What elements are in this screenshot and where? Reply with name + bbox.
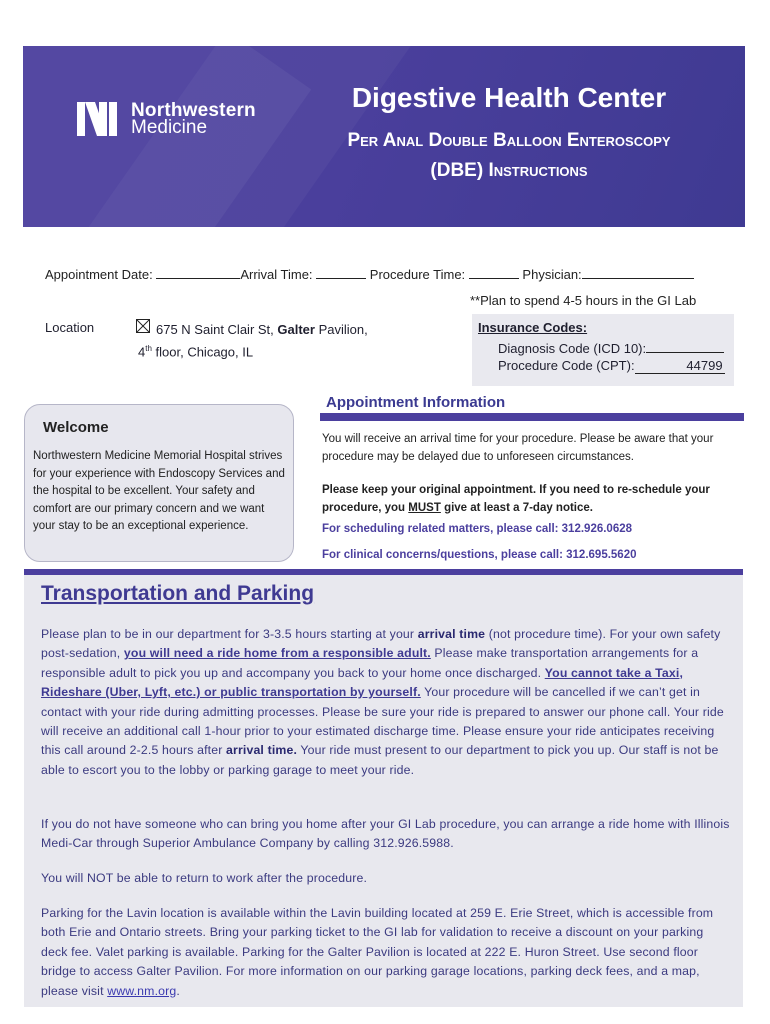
procedure-code-row bbox=[498, 358, 725, 374]
reschedule-notice bbox=[322, 481, 742, 517]
text: (not procedure time). For your own safety post-sedation, bbox=[41, 627, 721, 661]
text: Please plan to be in our department for 3-3.5 hours starting at your bbox=[41, 627, 418, 641]
page-subtitle bbox=[309, 126, 709, 186]
procedure-code-label: Procedure Code (CPT): bbox=[498, 358, 635, 373]
reschedule-text: give at least a 7-day notice. bbox=[440, 502, 593, 514]
appointment-fields-row bbox=[45, 266, 694, 282]
return-to-work-note: You will NOT be able to return to work after the procedure. bbox=[41, 871, 368, 885]
logo-line2: Medicine bbox=[131, 117, 208, 138]
parking-paragraph bbox=[41, 904, 731, 1001]
procedure-time-field[interactable] bbox=[469, 266, 519, 279]
arrival-time-label: Arrival Time: bbox=[240, 267, 313, 282]
address-building: Galter bbox=[277, 322, 315, 337]
subtitle-line2: (DBE) Instructions bbox=[430, 160, 588, 181]
physician-field[interactable] bbox=[582, 266, 694, 279]
emphasis: arrival time bbox=[417, 627, 486, 641]
address-suffix: th bbox=[145, 344, 152, 353]
emphasis: you will need a ride home from a responsible adult. bbox=[123, 646, 431, 661]
nm-website-link[interactable]: www.nm.org bbox=[107, 983, 177, 998]
diagnosis-code-field[interactable] bbox=[646, 340, 724, 353]
appointment-date-label: Appointment Date: bbox=[45, 267, 153, 282]
insurance-title: Insurance Codes: bbox=[478, 320, 588, 335]
text: . bbox=[176, 983, 180, 998]
address-part: 675 N Saint Clair St, bbox=[156, 322, 278, 337]
procedure-time-label: Procedure Time: bbox=[369, 267, 466, 282]
location-address bbox=[138, 320, 368, 361]
emphasis: You cannot take a Taxi, Rideshare (Uber, Lyft, etc.) or public transportation by yourself. bbox=[41, 665, 684, 700]
scheduling-phone: For scheduling related matters, please call: 312.926.0628 bbox=[322, 523, 633, 535]
reschedule-text: Please keep your original appointment. If you need to re-schedule your procedure, you bbox=[322, 484, 710, 514]
arrival-time-field[interactable] bbox=[316, 266, 366, 279]
transportation-section bbox=[24, 569, 743, 1007]
text: Your ride must present to our department to pick you up. Our staff is not be able to escort you to the lobby or parking garage to meet your ride. bbox=[41, 743, 719, 777]
address-part: 4 bbox=[138, 344, 146, 360]
medi-car-paragraph: If you do not have someone who can bring you home after your GI Lab procedure, you can arrange a ride home with Illinois Medi-Car through Superior Ambulance Company by calling 312.926.5988. bbox=[41, 817, 730, 851]
physician-label: Physician: bbox=[522, 267, 582, 282]
welcome-title: Welcome bbox=[43, 419, 109, 436]
welcome-box bbox=[24, 404, 294, 562]
text: Your procedure will be cancelled if we can’t get in contact with your ride during admitting processes. Please be sure your ride is prepared to answer our phone call. Your ride will receive an additional call 1-hour prior to your estimated discharge time. Please ensure your ride anticipates receiving this call around 2-2.5 hours after bbox=[41, 685, 724, 758]
arrival-time-notice: You will receive an arrival time for your procedure. Please be aware that your procedure may be delayed due to unforeseen circumstances. bbox=[322, 433, 714, 463]
emphasis: arrival time. bbox=[226, 743, 298, 758]
transportation-title: Transportation and Parking bbox=[41, 582, 315, 605]
text: Please make transportation arrangements for a responsible adult to pick you up and accompany you back to your home once discharged. bbox=[41, 646, 699, 680]
diagnosis-code-row bbox=[498, 340, 724, 356]
nm-logo-icon bbox=[77, 102, 125, 136]
header-banner bbox=[23, 46, 745, 227]
logo-line1: Northwestern bbox=[131, 100, 256, 121]
welcome-body: Northwestern Medicine Memorial Hospital strives for your experience with Endoscopy Services and the hospital to be excellent. Your safety and comfort are our primary concern and we want your stay to be an exceptional experience. bbox=[33, 450, 285, 532]
procedure-code-value: 44799 bbox=[635, 358, 725, 374]
clinical-phone: For clinical concerns/questions, please call: 312.695.5620 bbox=[322, 549, 637, 561]
transportation-paragraph bbox=[41, 625, 731, 780]
subtitle-line1: Per Anal Double Balloon Enteroscopy bbox=[347, 130, 671, 151]
text: Parking for the Lavin location is available within the Lavin building located at 259 E. Erie Street, which is accessible from both Erie and Ontario streets. Bring your parking ticket to the GI lab for validation to receive a discount on your parking deck fee. Valet parking is available. Parking for the Galter Pavilion is located at 222 E. Huron Street. Use second floor bridge to access Galter Pavilion. For more information on our parking garage locations, parking deck fees, and a map, please visit bbox=[41, 906, 714, 998]
address-part: Pavilion, bbox=[314, 322, 368, 337]
section-divider bbox=[320, 413, 744, 421]
insurance-codes-box bbox=[472, 314, 734, 386]
reschedule-must: MUST bbox=[408, 502, 441, 514]
diagnosis-code-label: Diagnosis Code (ICD 10): bbox=[498, 341, 647, 356]
page-title: Digestive Health Center bbox=[351, 82, 667, 113]
northwestern-medicine-logo bbox=[77, 102, 256, 136]
appointment-info-title: Appointment Information bbox=[326, 394, 506, 411]
plan-note: **Plan to spend 4-5 hours in the GI Lab bbox=[470, 293, 697, 308]
location-label: Location bbox=[45, 320, 95, 335]
address-part: floor, Chicago, IL bbox=[151, 344, 254, 360]
appointment-date-field[interactable] bbox=[156, 266, 240, 279]
